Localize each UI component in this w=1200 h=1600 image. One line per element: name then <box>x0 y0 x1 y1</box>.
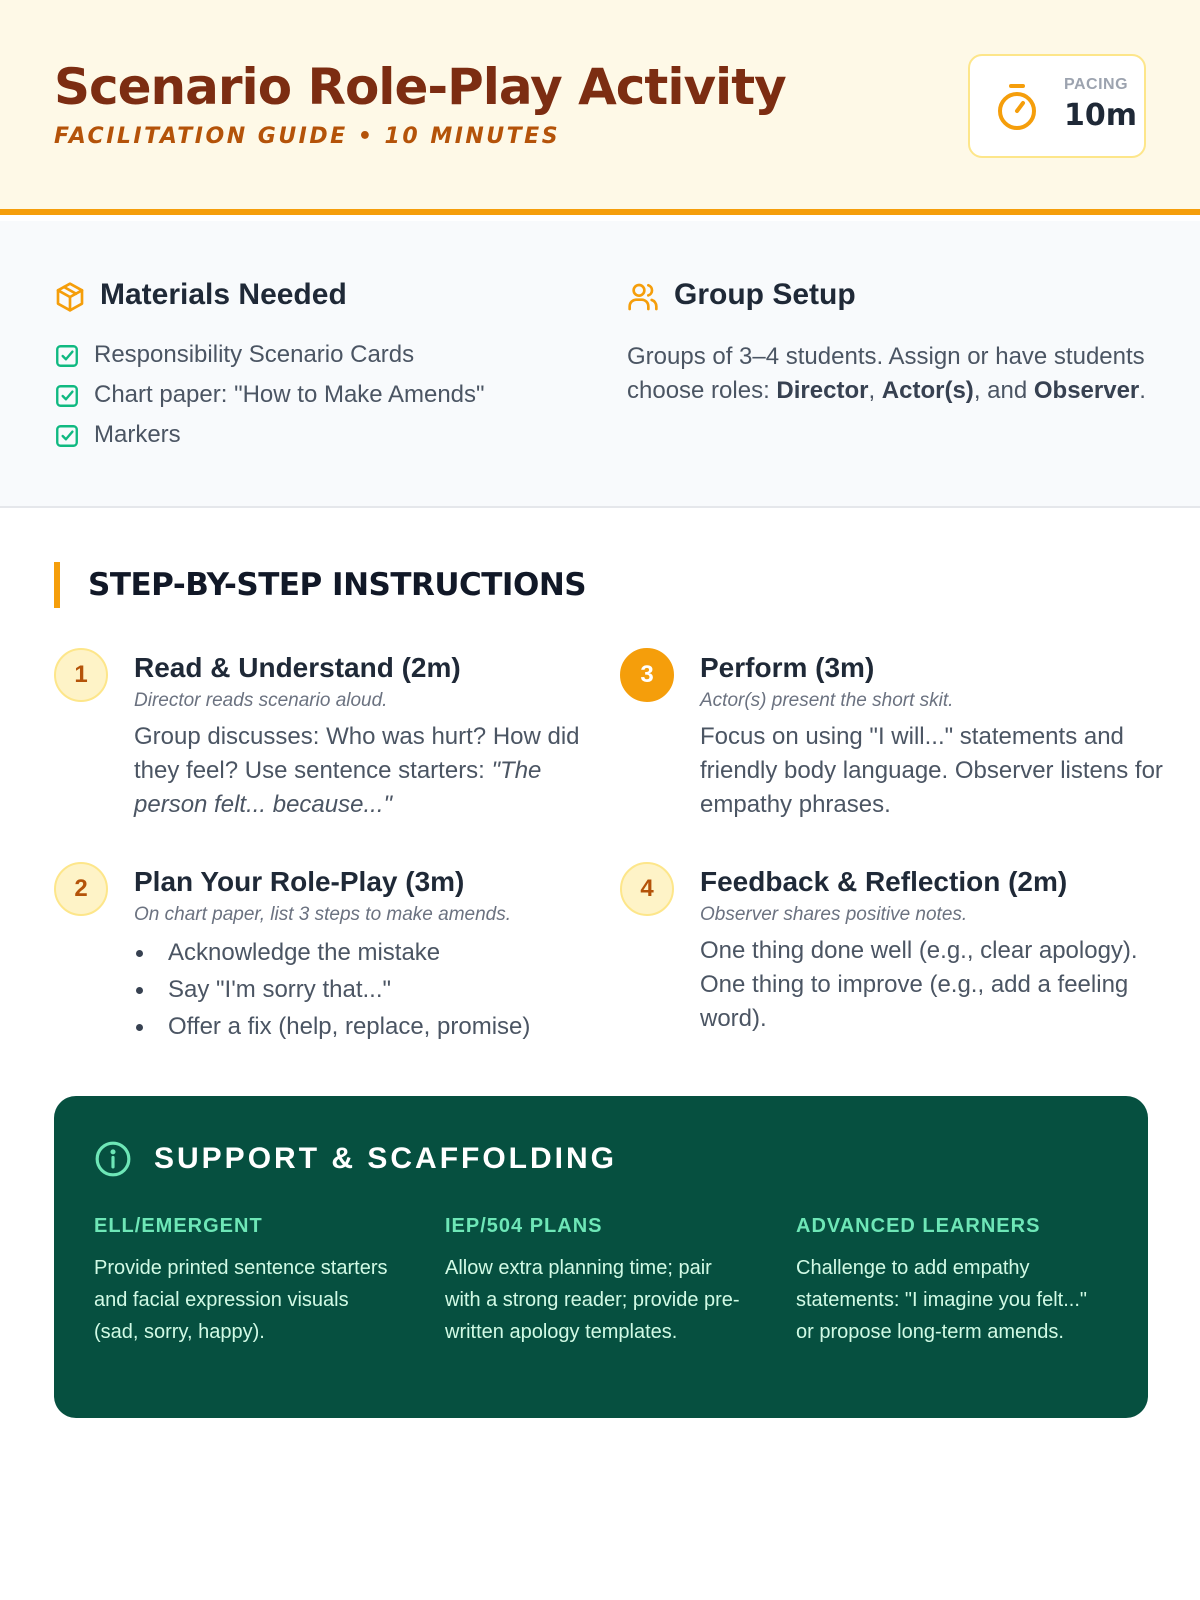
material-label: Markers <box>94 421 181 448</box>
page-subtitle: FACILITATION GUIDE • 10 MINUTES <box>54 124 561 149</box>
role-director: Director <box>776 377 869 404</box>
group-setup-intro: Groups of 3–4 students. Assign or have students choose roles: <box>627 343 1145 404</box>
support-column-text: Allow extra planning time; pair with a strong reader; provide pre-written apology templates. <box>445 1257 740 1343</box>
step-description: One thing done well (e.g., clear apology). One thing to improve (e.g., add a feeling word). <box>700 937 1138 1032</box>
users-icon <box>627 281 659 313</box>
step-number: 1 <box>54 648 108 702</box>
step-description <box>134 720 614 822</box>
step-title: Read & Understand (2m) <box>134 652 461 683</box>
step-description: Focus on using "I will..." statements and friendly body language. Observer listens for empathy phrases. <box>700 723 1163 818</box>
list-item <box>54 375 485 415</box>
materials-list <box>54 335 485 455</box>
pacing-value: 10m <box>1064 98 1138 133</box>
step-number: 2 <box>54 862 108 916</box>
step-number: 3 <box>620 648 674 702</box>
list-item: Acknowledge the mistake <box>134 934 614 971</box>
list-item <box>54 335 485 375</box>
support-column-heading: ELL/EMERGENT <box>94 1215 263 1237</box>
info-icon <box>94 1140 132 1178</box>
support-column-advanced <box>796 1212 1096 1348</box>
support-column-iep <box>445 1212 745 1348</box>
package-icon <box>54 281 86 313</box>
step-title: Plan Your Role-Play (3m) <box>134 866 465 897</box>
steps-heading: STEP-BY-STEP INSTRUCTIONS <box>54 562 586 608</box>
role-observer: Observer <box>1033 377 1140 404</box>
support-column-text: Provide printed sentence starters and facial expression visuals (sad, sorry, happy). <box>94 1257 388 1343</box>
period: . <box>1139 377 1146 404</box>
page-title: Scenario Role-Play Activity <box>54 58 786 116</box>
pacing-card <box>968 54 1146 158</box>
page-header <box>0 0 1200 215</box>
step-title: Feedback & Reflection (2m) <box>700 866 1068 897</box>
material-label: Responsibility Scenario Cards <box>94 341 415 368</box>
group-setup-title: Group Setup <box>674 278 856 311</box>
support-panel <box>54 1096 1148 1418</box>
step-note: Actor(s) present the short skit. <box>700 690 954 711</box>
group-setup-text <box>627 340 1157 408</box>
list-item: Offer a fix (help, replace, promise) <box>134 1008 614 1045</box>
checkbox-checked-icon <box>54 423 80 449</box>
support-column-heading: IEP/504 PLANS <box>445 1215 603 1237</box>
step-note: On chart paper, list 3 steps to make amends. <box>134 904 512 925</box>
checkbox-checked-icon <box>54 343 80 369</box>
support-column-ell <box>94 1212 394 1348</box>
step-title: Perform (3m) <box>700 652 875 683</box>
separator: , and <box>973 377 1034 404</box>
support-column-text: Challenge to add empathy statements: "I imagine you felt..." or propose long-term amends. <box>796 1257 1087 1343</box>
step-quote: "The person felt... because..." <box>134 757 542 818</box>
material-label: Chart paper: "How to Make Amends" <box>94 381 485 408</box>
support-title: SUPPORT & SCAFFOLDING <box>154 1142 618 1175</box>
checkbox-checked-icon <box>54 383 80 409</box>
role-actors: Actor(s) <box>881 377 974 404</box>
list-item: Say "I'm sorry that..." <box>134 971 614 1008</box>
separator: , <box>868 377 882 404</box>
step-number: 4 <box>620 862 674 916</box>
support-column-heading: ADVANCED LEARNERS <box>796 1215 1041 1237</box>
list-item <box>54 415 485 455</box>
stopwatch-icon <box>994 82 1040 132</box>
step-description-text: Group discusses: Who was hurt? How did they feel? Use sentence starters: <box>134 723 580 784</box>
step-note: Director reads scenario aloud. <box>134 690 388 711</box>
step-note: Observer shares positive notes. <box>700 904 968 925</box>
step-bullets <box>134 934 614 1045</box>
pacing-label: PACING <box>1064 76 1129 93</box>
materials-title: Materials Needed <box>100 278 347 311</box>
